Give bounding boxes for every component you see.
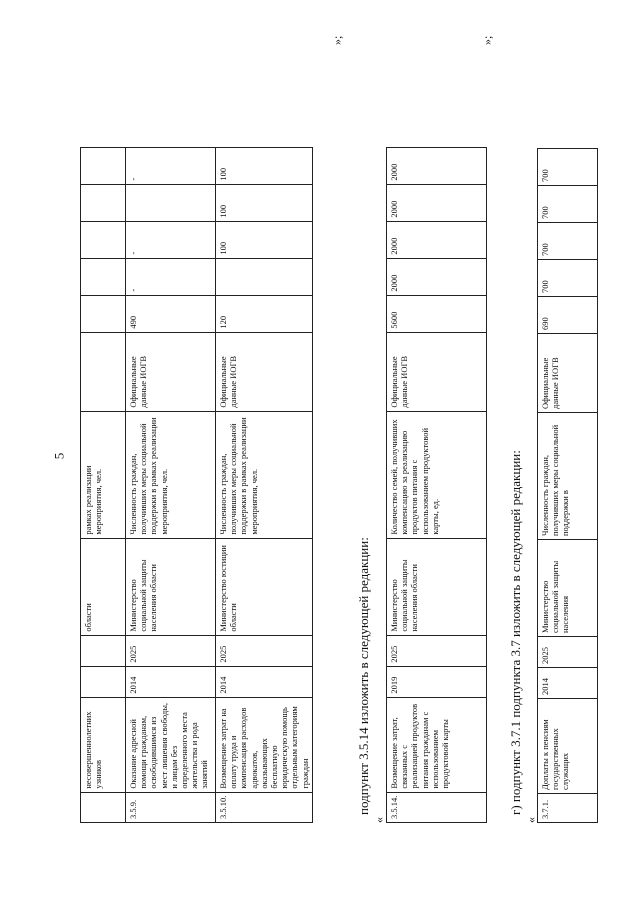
table-cell: Доплаты к пенсиям государственных служащих xyxy=(538,699,598,794)
table-cell: Министерство социальной защиты населения области xyxy=(387,538,487,635)
table-cell: 2000 xyxy=(387,258,487,295)
table-cell: 3.5.14. xyxy=(387,792,487,822)
table-cell: Оказание адресной помощи гражданам, освободившимся из мест лишения свободы, и лицам без определенного места жительства и рода занятий xyxy=(126,697,216,792)
table-row xyxy=(538,149,598,823)
table-cell: Численность граждан, получивших меры социальной поддержки в рамках реализации мероприятия, чел. xyxy=(216,411,313,538)
table-cell: Возмещение затрат на оплату труда и компенсация расходов адвокатов, оказывающих бесплатную юридическую помощь отдельным категориям граждан xyxy=(216,697,313,792)
table-cell: 2014 xyxy=(538,668,598,699)
table-row xyxy=(387,147,487,822)
table-cell: 700 xyxy=(538,260,598,297)
table-cell: 2019 xyxy=(387,666,487,697)
table-activities-3 xyxy=(537,148,598,823)
table-cell: 690 xyxy=(538,297,598,334)
table-row xyxy=(81,147,126,822)
table-cell: Официальные данные ИОГВ xyxy=(387,332,487,411)
table-activities-1 xyxy=(80,147,313,823)
open-quote-3: « xyxy=(524,817,538,823)
table-row xyxy=(216,147,313,822)
table-cell: Официальные данные ИОГВ xyxy=(538,334,598,413)
table-cell: - xyxy=(126,147,216,184)
table-cell xyxy=(81,258,126,295)
table-cell: Количество семей, получивших компенсацию за реализацию продуктов питания с использованием продуктовой карты, ед. xyxy=(387,411,487,538)
table-cell: 700 xyxy=(538,223,598,260)
table-cell: 5600 xyxy=(387,295,487,332)
table-cell: 100 xyxy=(216,184,313,221)
table-cell: 3.5.9. xyxy=(126,792,216,822)
table-cell: - xyxy=(126,221,216,258)
table-cell xyxy=(126,184,216,221)
table-cell: Официальные данные ИОГВ xyxy=(216,332,313,411)
table-cell xyxy=(81,792,126,822)
table-cell xyxy=(81,295,126,332)
table-cell: Министерство социальной защиты населения xyxy=(538,540,598,637)
caption-3-5-14: подпункт 3.5.14 изложить в следующей редакции: xyxy=(356,537,371,815)
table-cell: 2025 xyxy=(126,635,216,666)
table-cell: 100 xyxy=(216,221,313,258)
table-cell: 120 xyxy=(216,295,313,332)
table-cell: области xyxy=(81,538,126,635)
table-cell: 2014 xyxy=(216,666,313,697)
table-cell: 100 xyxy=(216,147,313,184)
table-cell: 2014 xyxy=(126,666,216,697)
close-quote-1: »; xyxy=(330,35,344,45)
open-quote-2: « xyxy=(372,817,386,823)
table-cell xyxy=(81,147,126,184)
table-cell: Министерство социальной защиты населения области xyxy=(126,538,216,635)
table-row xyxy=(126,147,216,822)
table-cell xyxy=(216,258,313,295)
table-cell: 2025 xyxy=(216,635,313,666)
close-quote-2: »; xyxy=(480,35,494,45)
table-cell: несовершеннолетних узников xyxy=(81,697,126,792)
table-cell xyxy=(81,635,126,666)
table-cell: Численность граждан, получивших меры социальной поддержки в xyxy=(538,413,598,540)
table-cell: 2025 xyxy=(387,635,487,666)
table-cell: 2025 xyxy=(538,637,598,668)
table-cell: 2000 xyxy=(387,221,487,258)
table-cell: 490 xyxy=(126,295,216,332)
table-cell: 700 xyxy=(538,186,598,223)
table-cell xyxy=(81,666,126,697)
table-cell xyxy=(81,221,126,258)
table-cell: Официальные данные ИОГВ xyxy=(126,332,216,411)
table-cell: Возмещение затрат, связанных с реализацией продуктов питания гражданам с использованием продуктовой карты xyxy=(387,697,487,792)
table-activities-2 xyxy=(386,147,487,823)
table-cell: 3.7.1. xyxy=(538,794,598,823)
table-cell: 2000 xyxy=(387,184,487,221)
table-cell: 2000 xyxy=(387,147,487,184)
table-cell xyxy=(81,184,126,221)
page-number: 5 xyxy=(51,452,67,460)
table-cell: Министерство юстиции области xyxy=(216,538,313,635)
table-cell: 3.5.10. xyxy=(216,792,313,822)
table-cell: рамках реализации мероприятия, чел. xyxy=(81,411,126,538)
table-cell: Численность граждан, получивших меры социальной поддержки в рамках реализации мероприятия, чел. xyxy=(126,411,216,538)
caption-3-7-1: г) подпункт 3.7.1 подпункта 3.7 изложить в следующей редакции: xyxy=(508,450,523,815)
table-cell: - xyxy=(126,258,216,295)
table-cell xyxy=(81,332,126,411)
table-cell: 700 xyxy=(538,149,598,186)
